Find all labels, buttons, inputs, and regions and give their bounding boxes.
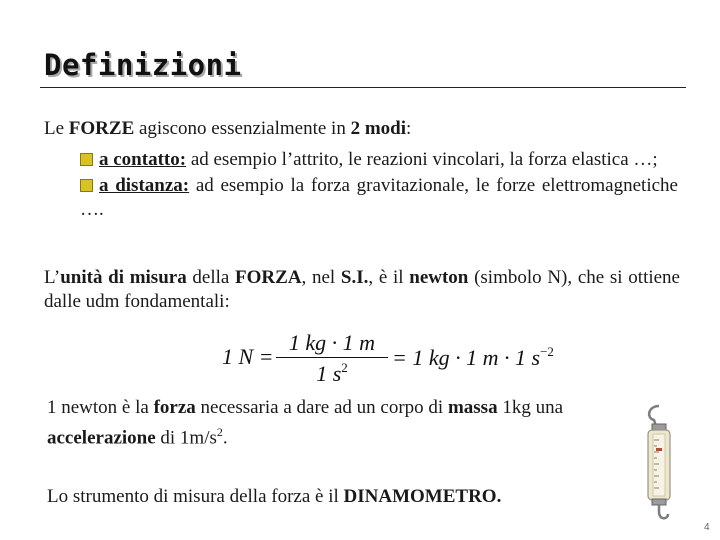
list-item-distance: a distanza: ad esempio la forza gravitazionale, le forze elettromagnetiche …. — [80, 175, 678, 220]
instrument-paragraph: Lo strumento di misura della forza è il DINAMOMETRO. — [47, 486, 502, 507]
fraction-bar — [276, 357, 388, 358]
list-item-contact: a contatto: ad esempio l’attrito, le reazioni vincolari, la forza elastica …; — [80, 148, 678, 172]
unit-paragraph: L’unità di misura della FORZA, nel S.I., è il newton (simbolo N), che si ottiene dalle udm fondamentali: — [44, 267, 680, 312]
square-bullet-icon — [80, 153, 93, 166]
page-number: 4 — [704, 522, 710, 533]
newton-definition: 1 newton è la forza necessaria a dare ad un corpo di massa 1kg una accelerazione di $1m/s^2$. — [47, 397, 564, 449]
formula-fraction — [276, 330, 388, 386]
slide-title: Definizioni — [44, 48, 242, 82]
formula-lhs: 1 N = — [222, 344, 274, 369]
formula-denominator: 1 $s^2$ — [316, 360, 348, 386]
intro-paragraph: Le FORZE agiscono essenzialmente in 2 modi: — [44, 118, 412, 139]
dynamometer-image — [632, 404, 686, 522]
square-bullet-icon — [80, 179, 93, 192]
formula-numerator: 1 kg · 1 m — [288, 330, 376, 355]
title-divider — [40, 87, 686, 88]
formula-rhs: = 1 kg · 1 m · 1 $s^{-2}$ — [392, 344, 554, 370]
newton-formula — [222, 326, 554, 388]
force-types-list — [80, 148, 678, 224]
